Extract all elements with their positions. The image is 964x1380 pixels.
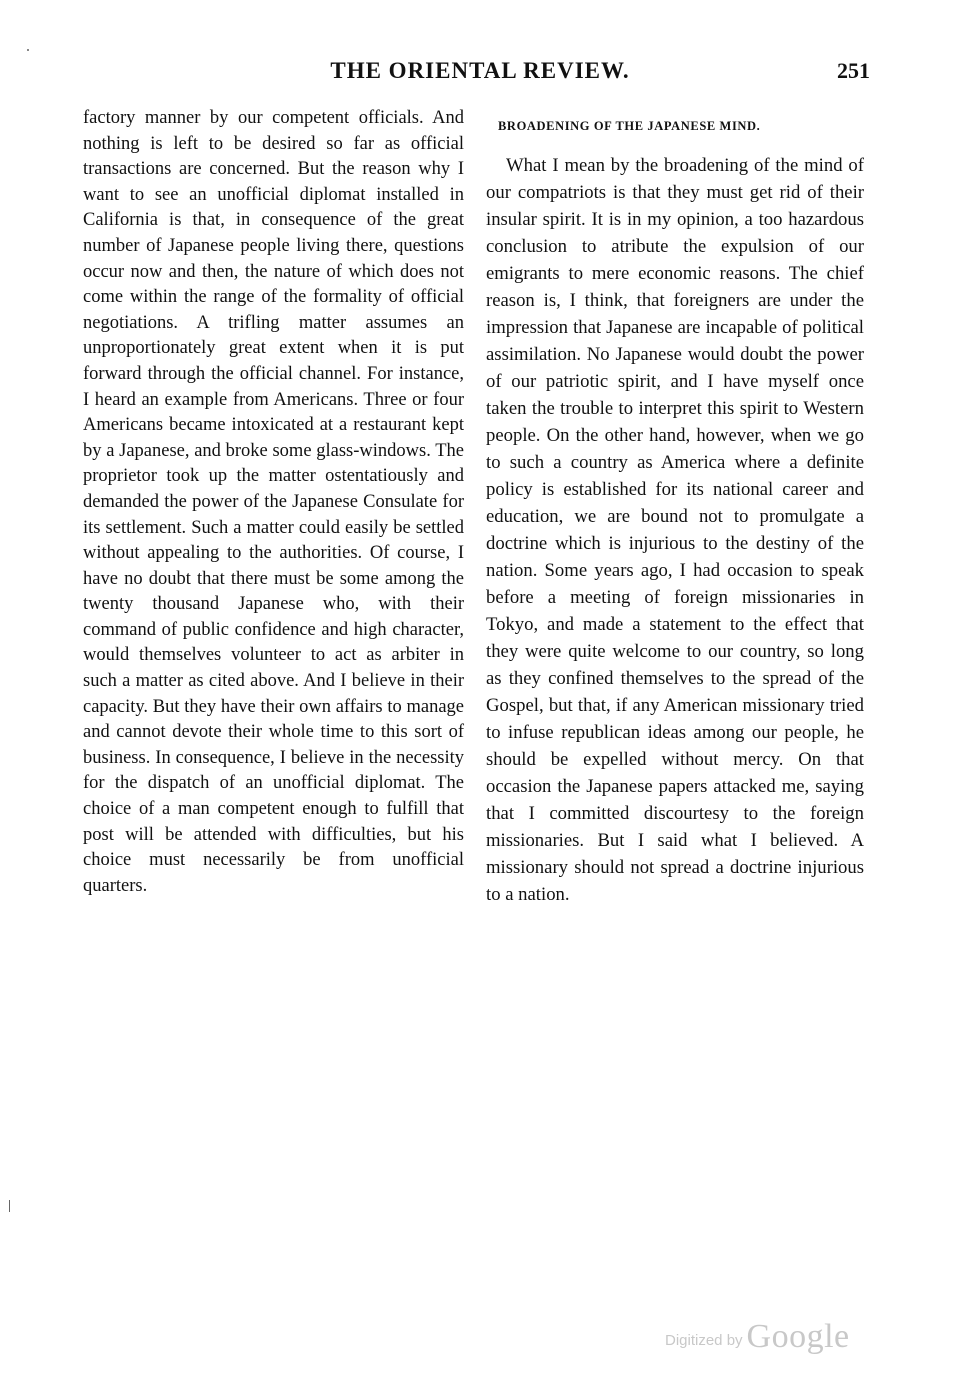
page-number: 251 <box>837 58 870 83</box>
watermark-prefix: Digitized by <box>665 1332 743 1349</box>
left-column-text: factory manner by our competent officials. And nothing is left to be desired so far as official transactions are concerned. But the reason why I want to see an unofficial diplomat installed in California is that, in consequence of the great number of Japanese people living there, questions occur now and then, the nature of which does not come within the range of the formality of official negotiations. A trifling matter assumes an unproportionately great extent when it is put forward through the official channel. For instance, I heard an example from Americans. Three or four Americans became intoxicated at a restaurant kept by a Japanese, and broke some glass-windows. The proprietor took up the matter ostentatiously and demanded the power of the Japanese Consulate for its settlement. Such a matter could easily be settled without appealing to the authorities. Of course, I have no doubt that there must be some among the twenty thousand Japanese who, with their command of public confidence and high character, would themselves volunteer to act as arbiter in such a matter as cited above. And I believe in their capacity. But they have their own affairs to manage and cannot devote their whole time to this sort of business. In consequence, I believe in the necessity for the dispatch of an unofficial diplomat. The choice of a man competent enough to fulfill that post will be attended with difficulties, but his choice must necessarily be from unofficial quarters. <box>83 108 464 896</box>
page-title: THE ORIENTAL REVIEW. <box>330 58 630 83</box>
digitized-watermark <box>665 1318 850 1356</box>
left-column <box>83 106 464 899</box>
margin-mark <box>9 1200 10 1212</box>
right-column <box>486 114 864 908</box>
section-heading: BROADENING OF THE JAPANESE MIND. <box>498 119 761 133</box>
running-head <box>80 52 880 88</box>
right-column-text: What I mean by the broadening of the mind of our compatriots is that they must get rid of their insular spirit. It is in my opinion, a too hazardous conclusion to atribute the expulsion of our emigrants to mere economic reasons. The chief reason is, I think, that foreigners are under the impression that Japanese are incapable of political assimilation. No Japanese would doubt the power of our patriotic spirit, and I have myself once taken the trouble to interpret this spirit to Western people. On the other hand, however, when we go to such a country as America where a definite policy is established for its national career and education, we are bound not to promulgate a doctrine which is injurious to the destiny of the nation. Some years ago, I had occasion to speak before a meeting of foreign missionaries in Tokyo, and made a statement to the effect that they were quite welcome to our country, so long as they confined themselves to the spread of the Gospel, but that, if any American missionary tried to infuse republican ideas among our people, he should be expelled without mercy. On that occasion the Japanese papers attacked me, saying that I committed discourtesy to the foreign missionaries. But I said what I believed. A missionary should not spread a doctrine injurious to a nation. <box>486 154 864 905</box>
google-logo: Google <box>746 1318 850 1355</box>
scan-speck <box>27 49 29 51</box>
